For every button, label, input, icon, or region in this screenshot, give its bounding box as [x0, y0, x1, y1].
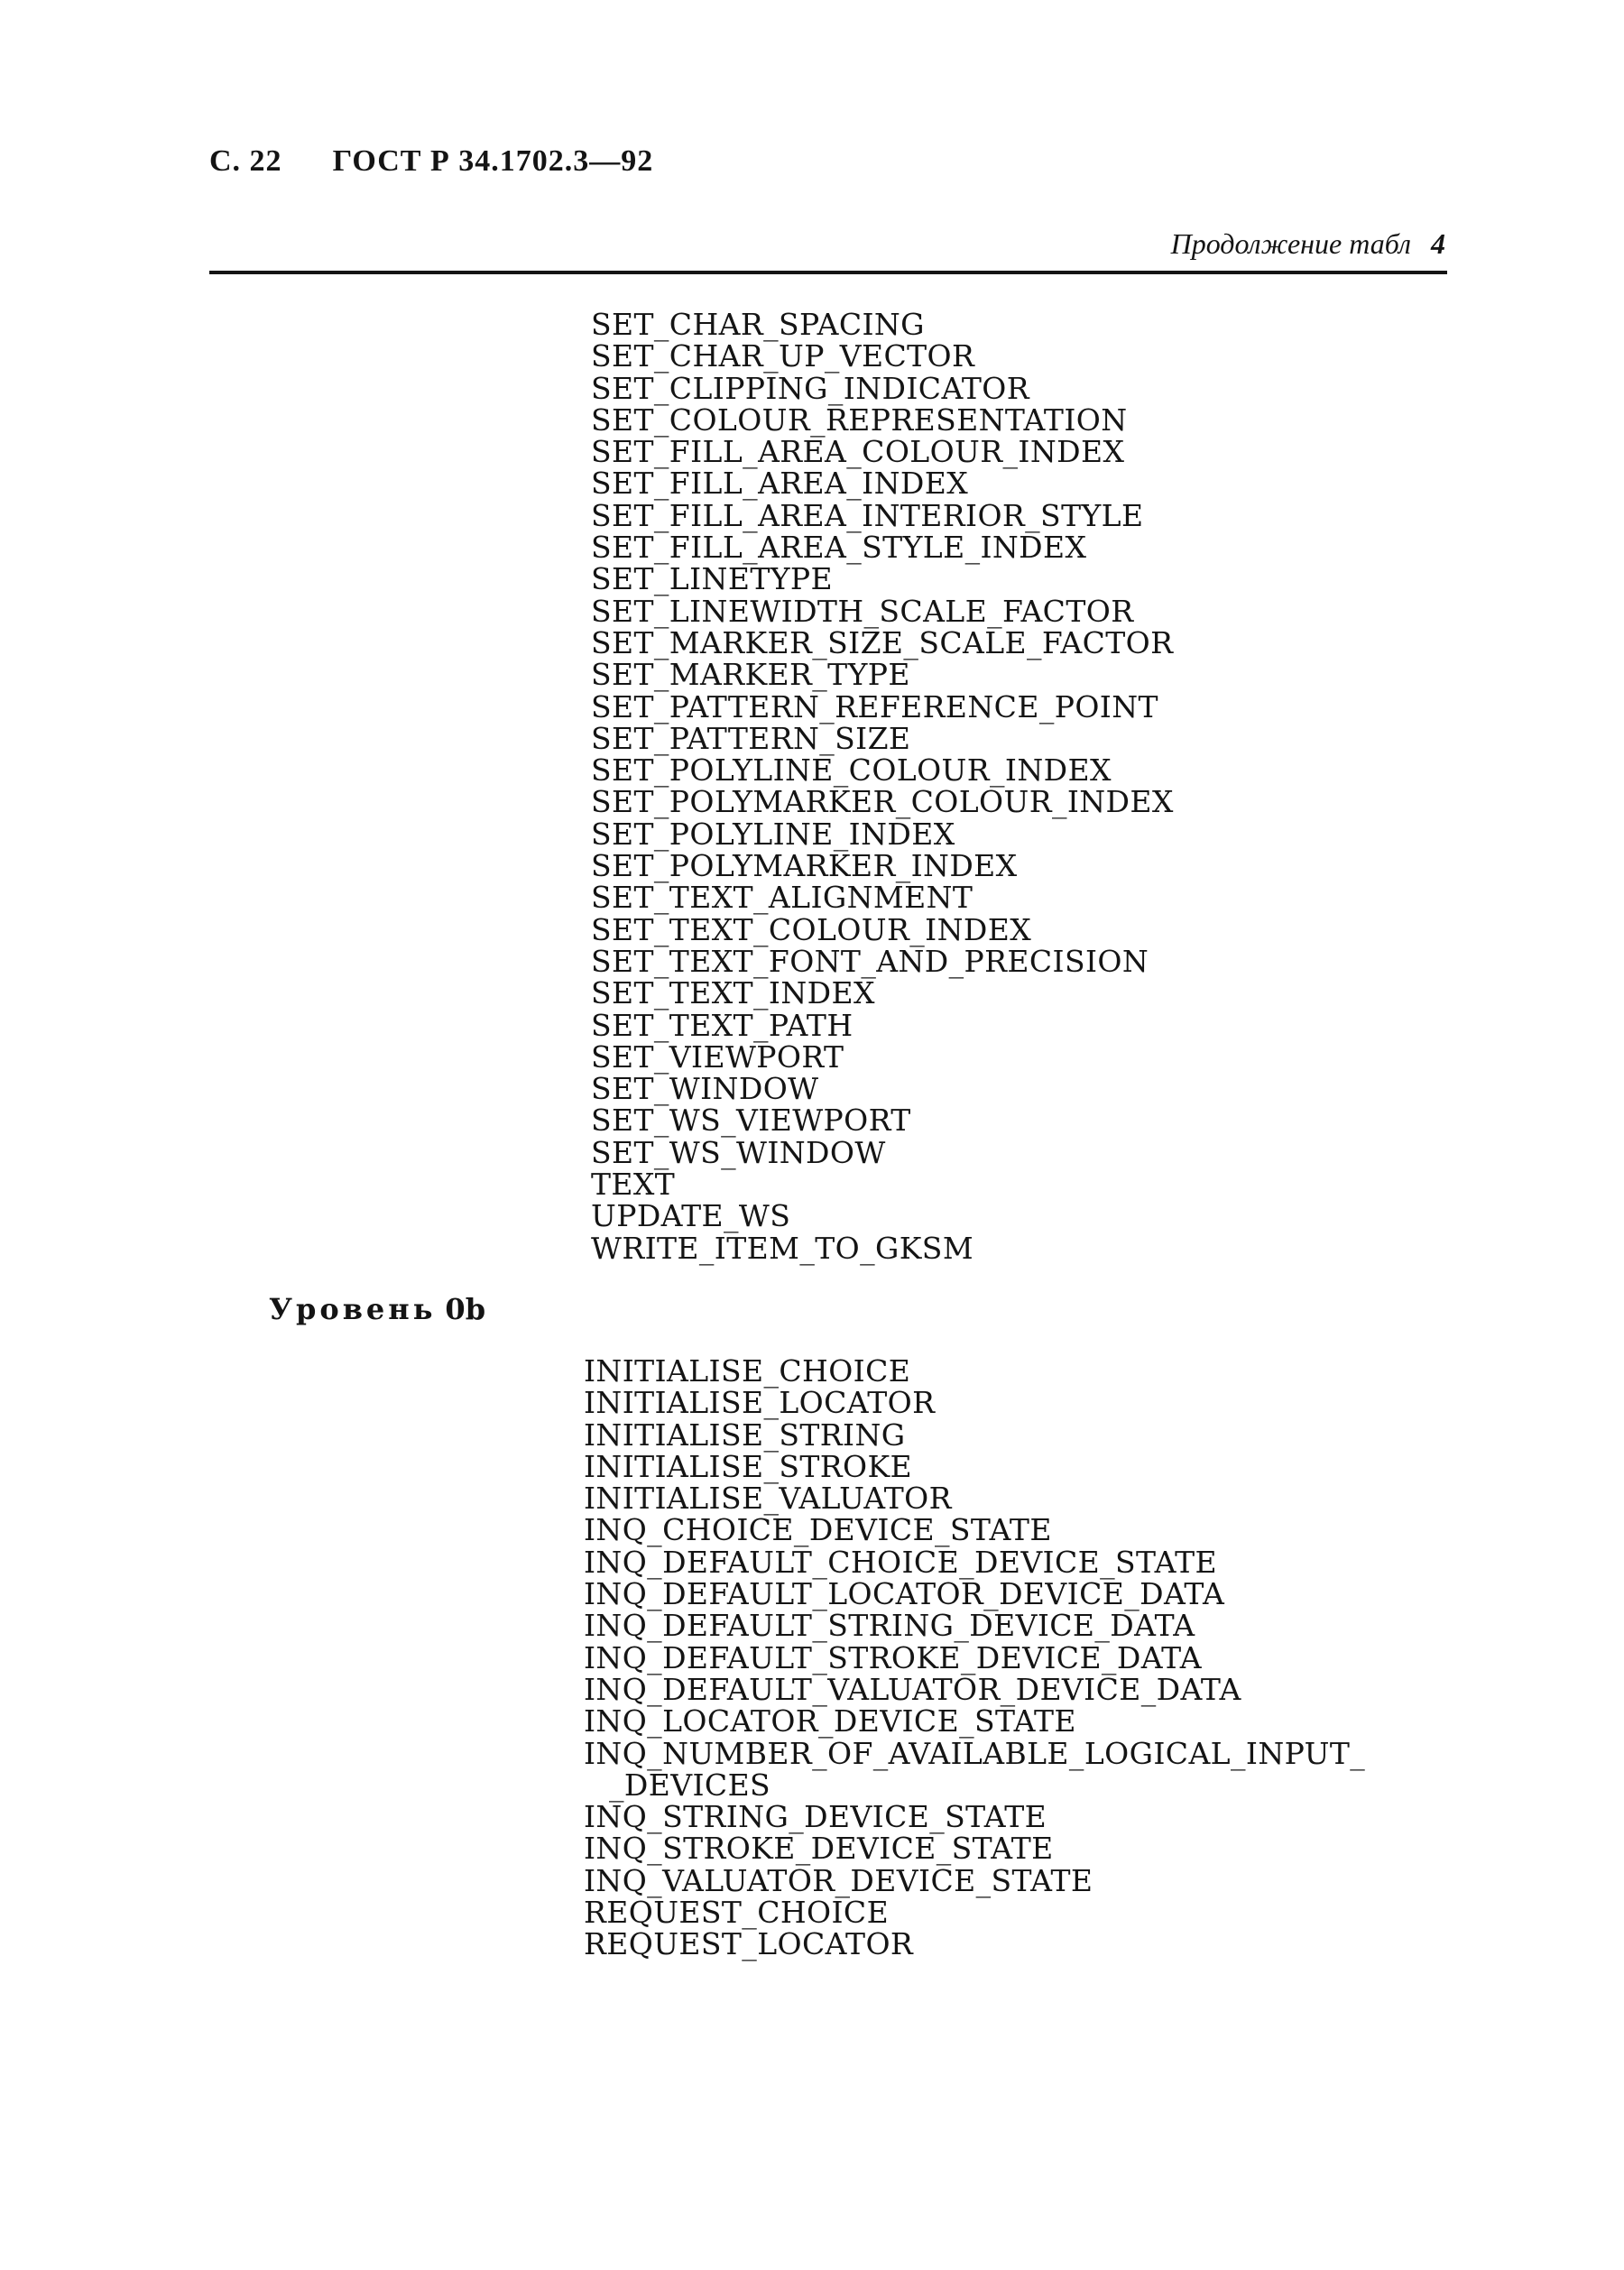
list-item: SET_PATTERN_SIZE [591, 720, 911, 756]
list-item: SET_FILL_AREA_INDEX [591, 466, 969, 502]
list-item: INQ_STROKE_DEVICE_STATE [584, 1831, 1054, 1867]
standard-designation: ГОСТ Р 34.1702.3—92 [332, 144, 654, 178]
list-item: SET_CHAR_SPACING [591, 307, 925, 342]
page-header [209, 144, 653, 179]
list-item: SET_POLYLINE_INDEX [591, 816, 955, 852]
list-item: SET_TEXT_INDEX [591, 975, 875, 1011]
list-item: REQUEST_LOCATOR [584, 1926, 914, 1962]
function-list-level-0a-continued [591, 309, 1174, 1264]
list-item: INQ_DEFAULT_STRING_DEVICE_DATA [584, 1608, 1195, 1644]
list-item: SET_COLOUR_REPRESENTATION [591, 401, 1128, 438]
list-item: INITIALISE_LOCATOR [584, 1385, 936, 1421]
list-item: SET_PATTERN_REFERENCE_POINT [591, 688, 1158, 724]
list-item: INQ_DEFAULT_LOCATOR_DEVICE_DATA [584, 1576, 1225, 1612]
function-list-level-0b [584, 1355, 1365, 1961]
list-item: INITIALISE_VALUATOR [584, 1481, 952, 1517]
list-item: SET_TEXT_PATH [591, 1007, 854, 1043]
list-item: _DEVICES [609, 1767, 771, 1803]
list-item: SET_FILL_AREA_INTERIOR_STYLE [591, 497, 1144, 533]
list-item: INQ_STRING_DEVICE_STATE [584, 1799, 1047, 1835]
list-item: SET_MARKER_TYPE [591, 657, 910, 693]
list-item: INQ_DEFAULT_VALUATOR_DEVICE_DATA [584, 1671, 1241, 1707]
list-item: INQ_NUMBER_OF_AVAILABLE_LOGICAL_INPUT_ [584, 1735, 1366, 1771]
list-item: UPDATE_WS [591, 1198, 791, 1234]
list-item: INQ_CHOICE_DEVICE_STATE [584, 1512, 1052, 1548]
list-item: INITIALISE_CHOICE [584, 1353, 911, 1389]
list-item: REQUEST_CHOICE [584, 1895, 890, 1931]
list-item: INQ_DEFAULT_CHOICE_DEVICE_STATE [584, 1544, 1217, 1580]
list-item: SET_WS_WINDOW [591, 1134, 886, 1170]
list-item: SET_FILL_AREA_STYLE_INDEX [591, 530, 1087, 566]
table-number: 4 [1431, 227, 1445, 260]
list-item: SET_VIEWPORT [591, 1038, 844, 1075]
list-item: SET_CLIPPING_INDICATOR [591, 370, 1029, 406]
list-item: INITIALISE_STRING [584, 1416, 906, 1453]
list-item: SET_POLYLINE_COLOUR_INDEX [591, 752, 1112, 789]
list-item: INITIALISE_STROKE [584, 1448, 913, 1484]
list-item: INQ_VALUATOR_DEVICE_STATE [584, 1862, 1093, 1898]
level-code: 0b [445, 1292, 486, 1326]
list-item: SET_LINETYPE [591, 561, 834, 597]
list-item: INQ_DEFAULT_STROKE_DEVICE_DATA [584, 1639, 1202, 1675]
list-item: SET_TEXT_FONT_AND_PRECISION [591, 943, 1149, 979]
list-item: SET_CHAR_UP_VECTOR [591, 338, 975, 374]
list-item: SET_MARKER_SIZE_SCALE_FACTOR [591, 624, 1174, 660]
list-item: SET_POLYMARKER_INDEX [591, 848, 1018, 884]
list-item: SET_LINEWIDTH_SCALE_FACTOR [591, 593, 1134, 629]
header-rule [209, 271, 1447, 274]
level-heading [269, 1292, 485, 1326]
list-item: SET_TEXT_COLOUR_INDEX [591, 911, 1032, 947]
list-item: TEXT [591, 1167, 676, 1203]
list-item: SET_WS_VIEWPORT [591, 1103, 911, 1139]
page-number: С. 22 [209, 144, 282, 178]
list-item: SET_WINDOW [591, 1071, 819, 1107]
list-item: SET_TEXT_ALIGNMENT [591, 880, 973, 916]
continuation-label: Продолжение табл [1170, 227, 1411, 260]
list-item: INQ_LOCATOR_DEVICE_STATE [584, 1703, 1076, 1739]
list-item: SET_FILL_AREA_COLOUR_INDEX [591, 434, 1125, 470]
list-item: WRITE_ITEM_TO_GKSM [591, 1230, 974, 1266]
level-label: Уровень [269, 1292, 437, 1326]
table-continuation-note [1171, 227, 1445, 261]
list-item: SET_POLYMARKER_COLOUR_INDEX [591, 784, 1174, 820]
